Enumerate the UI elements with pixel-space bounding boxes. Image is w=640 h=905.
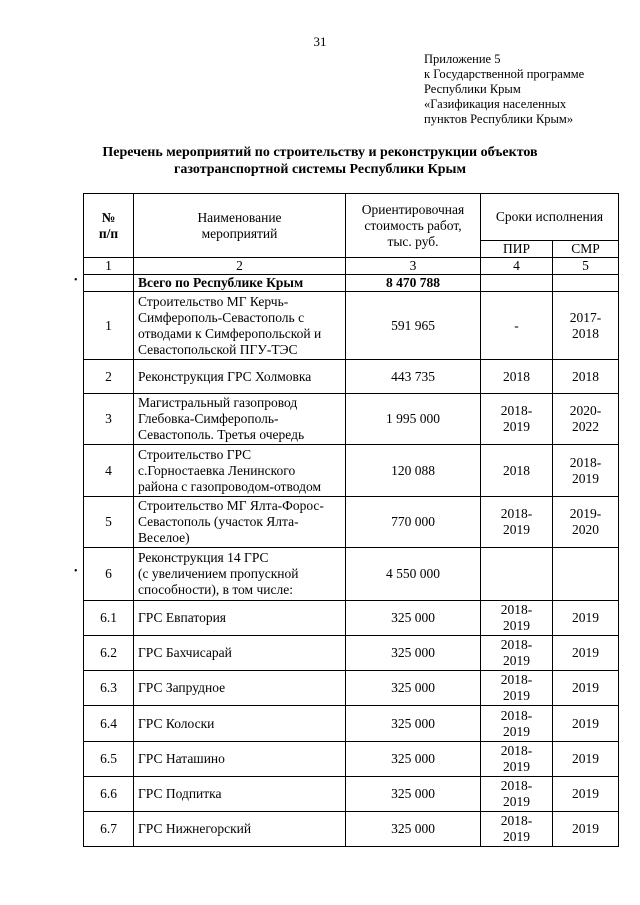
row-cost: 4 550 000 bbox=[346, 548, 481, 601]
row-pir-line: 2018- bbox=[500, 602, 533, 617]
row-name-line: ГРС Подпитка bbox=[138, 786, 222, 801]
row-smr-line: 2017- bbox=[569, 309, 602, 325]
header-cost-line: тыс. руб. bbox=[387, 233, 439, 249]
header-cost bbox=[346, 194, 481, 258]
row-pir bbox=[481, 777, 553, 812]
row-pir-line: 2018- bbox=[500, 403, 533, 418]
row-smr bbox=[553, 292, 619, 360]
table-row bbox=[84, 706, 619, 742]
row-name-line: района с газопроводом-отводом bbox=[138, 478, 321, 494]
column-number: 4 bbox=[481, 258, 553, 275]
column-number: 2 bbox=[134, 258, 346, 275]
row-smr-line: 2022 bbox=[572, 419, 599, 434]
row-name-line: Севастопольской ПГУ-ТЭС bbox=[138, 341, 298, 357]
row-pir bbox=[481, 394, 553, 445]
column-number: 1 bbox=[84, 258, 134, 275]
row-smr-line: 2019 bbox=[572, 610, 599, 625]
column-number-row bbox=[84, 258, 619, 275]
total-label: Всего по Республике Крым bbox=[134, 275, 346, 292]
row-name-line: ГРС Бахчисарай bbox=[138, 645, 232, 660]
measures-table bbox=[83, 193, 619, 847]
row-smr-line: 2019 bbox=[572, 821, 599, 836]
row-name bbox=[134, 742, 346, 777]
header-num-line: п/п bbox=[98, 225, 119, 241]
row-num: 3 bbox=[84, 394, 134, 445]
row-smr bbox=[553, 812, 619, 847]
header-row bbox=[84, 194, 619, 241]
row-name bbox=[134, 360, 346, 394]
appendix-line: Приложение 5 bbox=[424, 52, 501, 66]
appendix-line: пунктов Республики Крым» bbox=[424, 112, 574, 126]
row-num: 1 bbox=[84, 292, 134, 360]
row-pir-line: 2019 bbox=[503, 653, 530, 668]
row-name bbox=[134, 497, 346, 548]
margin-dot-mark: • bbox=[74, 275, 78, 286]
row-smr bbox=[553, 636, 619, 671]
row-smr bbox=[553, 394, 619, 445]
row-cost: 770 000 bbox=[346, 497, 481, 548]
row-name-line: Строительство ГРС bbox=[138, 446, 252, 462]
header-cost-line: Ориентировочная bbox=[361, 201, 465, 217]
row-cost: 443 735 bbox=[346, 360, 481, 394]
row-smr bbox=[553, 445, 619, 497]
row-num: 6.1 bbox=[84, 601, 134, 636]
row-name-line: ГРС Запрудное bbox=[138, 680, 226, 695]
row-pir-line: 2018- bbox=[500, 778, 533, 793]
row-pir bbox=[481, 497, 553, 548]
row-smr bbox=[553, 548, 619, 601]
row-name bbox=[134, 636, 346, 671]
header-pir: ПИР bbox=[481, 241, 553, 258]
row-cost: 591 965 bbox=[346, 292, 481, 360]
row-name-line: Глебовка-Симферополь- bbox=[138, 411, 279, 426]
row-name-line: с.Горностаевка Ленинского bbox=[138, 462, 296, 478]
header-num bbox=[84, 194, 134, 258]
row-smr-line: 2020- bbox=[569, 403, 602, 418]
table-row bbox=[84, 636, 619, 671]
row-pir-line: 2018- bbox=[500, 743, 533, 758]
row-pir-line: 2019 bbox=[503, 759, 530, 774]
table-row bbox=[84, 445, 619, 497]
row-num: 5 bbox=[84, 497, 134, 548]
row-smr bbox=[553, 742, 619, 777]
row-pir-line: 2018- bbox=[500, 813, 533, 828]
row-pir-line: 2019 bbox=[503, 794, 530, 809]
row-name bbox=[134, 777, 346, 812]
row-name-line: Севастополь. Третья очередь bbox=[138, 427, 305, 442]
total-pir-cell bbox=[481, 275, 553, 292]
header-num-line: № bbox=[101, 209, 116, 225]
table-row bbox=[84, 742, 619, 777]
row-cost: 325 000 bbox=[346, 706, 481, 742]
row-pir-line: 2019 bbox=[503, 723, 530, 739]
row-name-line: (с увеличением пропускной bbox=[138, 566, 299, 581]
row-num: 6.4 bbox=[84, 706, 134, 742]
row-smr-line: 2019- bbox=[569, 506, 602, 521]
row-cost: 325 000 bbox=[346, 812, 481, 847]
row-name bbox=[134, 706, 346, 742]
row-num: 2 bbox=[84, 360, 134, 394]
row-smr bbox=[553, 706, 619, 742]
row-cost: 325 000 bbox=[346, 601, 481, 636]
appendix-line: «Газификация населенных bbox=[424, 97, 567, 111]
row-num: 6 bbox=[84, 548, 134, 601]
row-pir-line: 2019 bbox=[503, 419, 530, 434]
row-name bbox=[134, 394, 346, 445]
row-name-line: Строительство МГ Ялта-Форос- bbox=[138, 498, 324, 513]
row-smr-line: 2018 bbox=[572, 368, 599, 384]
column-number: 5 bbox=[553, 258, 619, 275]
row-num: 4 bbox=[84, 445, 134, 497]
document-title bbox=[0, 144, 640, 178]
row-smr bbox=[553, 777, 619, 812]
title-line: Перечень мероприятий по строительству и реконструкции объектов bbox=[102, 145, 538, 160]
row-pir-line: 2018 bbox=[503, 368, 530, 384]
row-name bbox=[134, 445, 346, 497]
row-cost: 325 000 bbox=[346, 777, 481, 812]
row-name-line: ГРС Нижнегорский bbox=[138, 821, 252, 836]
header-name bbox=[134, 194, 346, 258]
row-num: 6.3 bbox=[84, 671, 134, 706]
header-terms: Сроки исполнения bbox=[481, 194, 619, 241]
row-pir-line: 2018- bbox=[500, 637, 533, 652]
row-smr-line: 2019 bbox=[572, 645, 599, 660]
row-pir bbox=[481, 360, 553, 394]
page-number: 31 bbox=[313, 34, 327, 49]
row-name-line: ГРС Колоски bbox=[138, 715, 215, 731]
appendix-line: Республики Крым bbox=[424, 82, 521, 96]
row-name bbox=[134, 292, 346, 360]
row-smr-line: 2018- bbox=[569, 454, 602, 470]
total-smr-cell bbox=[553, 275, 619, 292]
row-name-line: Реконструкция ГРС Холмовка bbox=[138, 368, 312, 384]
row-name bbox=[134, 548, 346, 601]
total-cost: 8 470 788 bbox=[346, 275, 481, 292]
row-cost: 1 995 000 bbox=[346, 394, 481, 445]
table-body bbox=[84, 292, 619, 847]
row-num: 6.2 bbox=[84, 636, 134, 671]
row-num: 6.6 bbox=[84, 777, 134, 812]
row-pir bbox=[481, 742, 553, 777]
row-pir bbox=[481, 548, 553, 601]
row-name-line: Строительство МГ Керчь- bbox=[138, 293, 289, 309]
row-pir bbox=[481, 636, 553, 671]
row-smr-line: 2020 bbox=[572, 522, 599, 537]
table-row bbox=[84, 292, 619, 360]
row-pir-line: 2019 bbox=[503, 829, 530, 844]
row-num: 6.7 bbox=[84, 812, 134, 847]
row-smr-line: 2019 bbox=[572, 715, 599, 731]
row-pir-line: 2018- bbox=[500, 672, 533, 687]
row-name bbox=[134, 812, 346, 847]
table-row bbox=[84, 601, 619, 636]
table-row bbox=[84, 497, 619, 548]
row-smr-line: 2019 bbox=[572, 680, 599, 695]
row-name bbox=[134, 601, 346, 636]
row-smr-line: 2019 bbox=[572, 751, 599, 766]
margin-dot-mark: • bbox=[74, 566, 78, 577]
table-row bbox=[84, 671, 619, 706]
row-name-line: способности), в том числе: bbox=[138, 582, 293, 597]
row-num: 6.5 bbox=[84, 742, 134, 777]
table-row bbox=[84, 548, 619, 601]
row-smr bbox=[553, 497, 619, 548]
header-cost-line: стоимость работ, bbox=[364, 217, 462, 233]
table-row bbox=[84, 812, 619, 847]
row-pir-line: 2019 bbox=[503, 522, 530, 537]
row-pir bbox=[481, 706, 553, 742]
title-line: газотранспортной системы Республики Крым bbox=[173, 162, 467, 177]
row-name-line: Веселое) bbox=[138, 530, 190, 545]
column-number: 3 bbox=[346, 258, 481, 275]
appendix-note bbox=[424, 52, 634, 127]
row-name-line: отводами к Симферопольской и bbox=[138, 325, 322, 341]
row-smr bbox=[553, 360, 619, 394]
row-cost: 325 000 bbox=[346, 636, 481, 671]
row-name-line: Севастополь (участок Ялта- bbox=[138, 514, 299, 529]
row-pir-line: 2019 bbox=[503, 618, 530, 633]
row-pir-line: 2018- bbox=[500, 707, 533, 723]
row-pir bbox=[481, 292, 553, 360]
row-pir-line: 2019 bbox=[503, 688, 530, 703]
total-num-cell bbox=[84, 275, 134, 292]
row-smr-line: 2019 bbox=[572, 786, 599, 801]
row-cost: 120 088 bbox=[346, 445, 481, 497]
row-pir bbox=[481, 601, 553, 636]
table-row bbox=[84, 360, 619, 394]
total-row bbox=[84, 275, 619, 292]
row-pir bbox=[481, 812, 553, 847]
row-pir bbox=[481, 445, 553, 497]
row-pir-line: 2018 bbox=[503, 462, 530, 478]
row-cost: 325 000 bbox=[346, 671, 481, 706]
row-pir bbox=[481, 671, 553, 706]
row-cost: 325 000 bbox=[346, 742, 481, 777]
header-name-line: Наименование bbox=[197, 209, 282, 225]
row-smr bbox=[553, 601, 619, 636]
row-name-line: Симферополь-Севастополь с bbox=[138, 309, 305, 325]
row-name-line: Магистральный газопровод bbox=[138, 395, 298, 410]
row-name-line: Реконструкция 14 ГРС bbox=[138, 550, 269, 565]
row-name bbox=[134, 671, 346, 706]
row-smr bbox=[553, 671, 619, 706]
row-pir-line: 2018- bbox=[500, 506, 533, 521]
header-name-line: мероприятий bbox=[201, 225, 278, 241]
row-smr-line: 2019 bbox=[572, 470, 599, 486]
row-name-line: ГРС Наташино bbox=[138, 751, 225, 766]
row-smr-line: 2018 bbox=[572, 325, 599, 341]
table-row bbox=[84, 394, 619, 445]
table-row bbox=[84, 777, 619, 812]
row-name-line: ГРС Евпатория bbox=[138, 610, 227, 625]
row-pir-line: - bbox=[514, 317, 519, 333]
appendix-line: к Государственной программе bbox=[424, 67, 585, 81]
header-smr: СМР bbox=[553, 241, 619, 258]
